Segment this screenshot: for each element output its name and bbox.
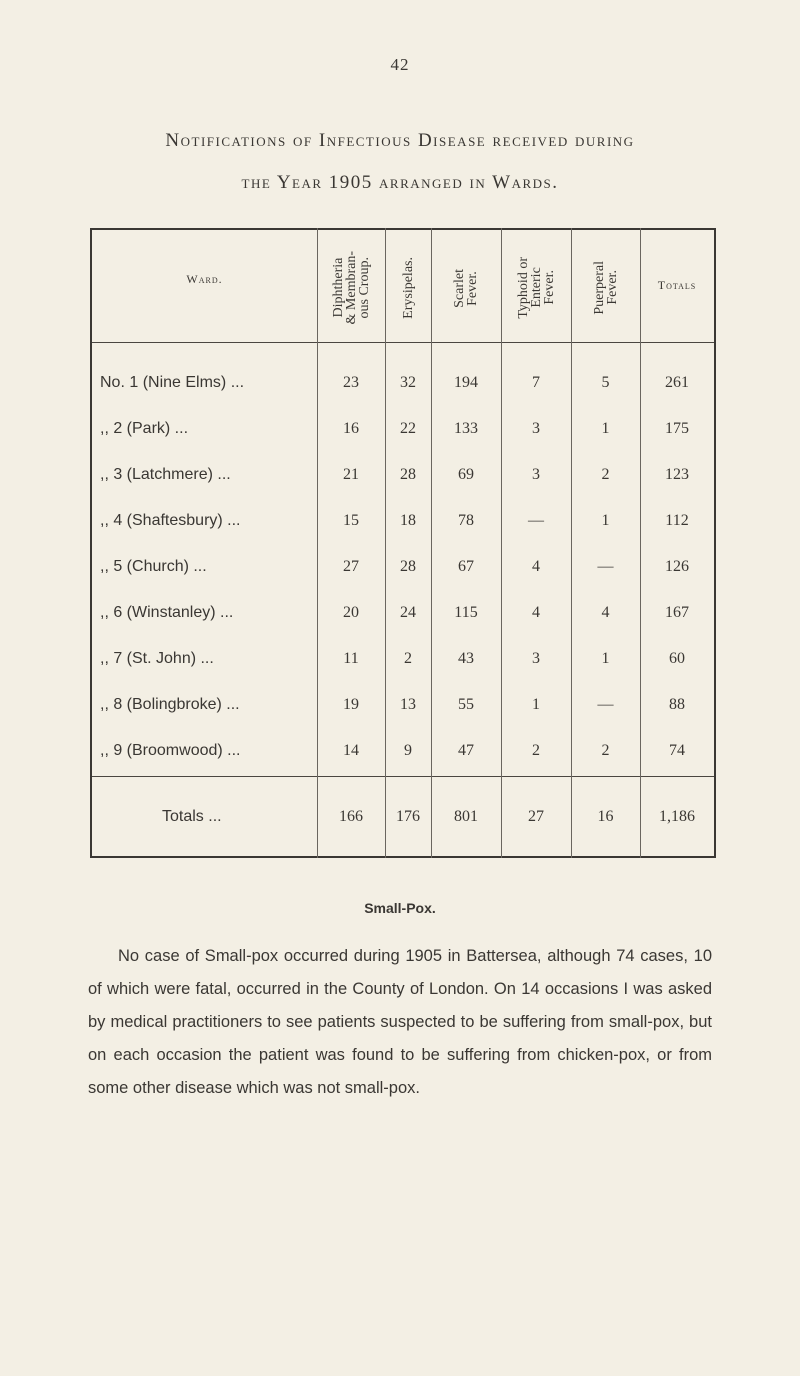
header-scarlet-fever [431, 238, 501, 338]
totals-rule [92, 776, 714, 777]
erysipelas-cell: 22 [400, 420, 416, 437]
section-heading: Small-Pox. [364, 900, 436, 916]
erysipelas-cell: 2 [404, 650, 412, 667]
ward-label: ,, 5 (Church) ... [100, 558, 207, 575]
table-row [92, 414, 714, 444]
typhoid-cell: 2 [532, 742, 540, 759]
scarlet-cell: 115 [454, 604, 478, 621]
typhoid-cell: 3 [532, 466, 540, 483]
body-paragraph: No case of Small-pox occurred during 1905 in Battersea, although 74 cases, 10 of which were fatal, occurred in the County of London. On 14 occasions I was asked by medical practitioners to see patients suspected to be suffering from small-pox, but on each occasion the patient was found to be suffering from chicken-pox, or from some other disease which was not small-pox. [88, 947, 712, 1097]
total-cell: 123 [665, 466, 689, 483]
ward-label: ,, 3 (Latchmere) ... [100, 466, 231, 483]
typhoid-cell: 3 [532, 420, 540, 437]
ward-label: ,, 8 (Bolingbroke) ... [100, 696, 240, 713]
typhoid-cell: 1 [532, 696, 540, 713]
diphtheria-cell: 21 [343, 466, 359, 483]
scarlet-cell: 47 [458, 742, 474, 759]
total-cell: 167 [665, 604, 689, 621]
erysipelas-cell: 28 [400, 466, 416, 483]
total-cell: 74 [669, 742, 685, 759]
erysipelas-cell: 32 [400, 374, 416, 391]
header-erysipelas-text: Erysipelas. [400, 257, 416, 319]
header-diphtheria-text: Diphtheria & Membran- ous Croup. [330, 251, 372, 325]
totals-row [92, 802, 714, 832]
ward-notifications-table [90, 228, 716, 858]
puerperal-cell: 4 [601, 604, 610, 621]
total-cell: 126 [665, 558, 689, 575]
diphtheria-total: 166 [339, 808, 363, 825]
total-cell: 175 [665, 420, 689, 437]
ward-label: ,, 6 (Winstanley) ... [100, 604, 234, 621]
scarlet-cell: 55 [458, 696, 474, 713]
ward-label: ,, 2 (Park) ... [100, 420, 189, 437]
scarlet-cell: 78 [458, 512, 474, 529]
puerperal-cell: 1 [601, 512, 610, 529]
ward-label: ,, 4 (Shaftesbury) ... [100, 512, 241, 529]
ward-label: No. 1 (Nine Elms) ... [100, 374, 245, 391]
erysipelas-total: 176 [396, 808, 420, 825]
table-row [92, 690, 714, 720]
diphtheria-cell: 11 [343, 650, 359, 667]
puerperal-cell: — [597, 558, 614, 575]
scarlet-cell: 133 [454, 420, 478, 437]
totals-label: Totals ... [162, 808, 222, 825]
diphtheria-cell: 27 [343, 558, 359, 575]
header-diphtheria [317, 238, 385, 338]
ward-label: ,, 9 (Broomwood) ... [100, 742, 241, 759]
erysipelas-cell: 9 [404, 742, 412, 759]
table-title-line-2: the Year 1905 arranged in Wards. [241, 172, 559, 193]
table-row [92, 552, 714, 582]
total-cell: 261 [665, 374, 689, 391]
erysipelas-cell: 18 [400, 512, 416, 529]
scarlet-cell: 69 [458, 466, 474, 483]
scarlet-total: 801 [454, 808, 478, 825]
header-rule [92, 342, 714, 343]
header-ward: Ward. [186, 272, 223, 286]
table-top-rule [92, 228, 714, 230]
ward-label: ,, 7 (St. John) ... [100, 650, 214, 667]
table-row [92, 736, 714, 766]
typhoid-cell: — [528, 512, 544, 529]
total-cell: 112 [665, 512, 689, 529]
total-cell: 60 [669, 650, 685, 667]
erysipelas-cell: 13 [400, 696, 416, 713]
typhoid-cell: 4 [532, 604, 540, 621]
scarlet-cell: 67 [458, 558, 474, 575]
diphtheria-cell: 20 [343, 604, 359, 621]
table-row [92, 460, 714, 490]
header-scarlet-fever-text: Scarlet Fever. [452, 268, 480, 308]
scarlet-cell: 43 [458, 650, 474, 667]
table-row [92, 506, 714, 536]
grand-total: 1,186 [659, 808, 695, 825]
table-row [92, 644, 714, 674]
diphtheria-cell: 19 [343, 696, 359, 713]
diphtheria-cell: 15 [343, 512, 359, 529]
header-puerperal-text: Puerperal Fever. [591, 261, 620, 315]
puerperal-cell: 5 [601, 374, 610, 391]
scarlet-cell: 194 [454, 374, 478, 391]
puerperal-cell: 2 [601, 466, 610, 483]
diphtheria-cell: 16 [343, 420, 359, 437]
puerperal-total: 16 [597, 808, 614, 825]
header-typhoid [501, 238, 571, 338]
typhoid-cell: 7 [532, 374, 540, 391]
total-cell: 88 [669, 696, 685, 713]
header-erysipelas [385, 238, 431, 338]
header-typhoid-text: Typhoid or Enteric Fever. [515, 257, 557, 319]
page-number: 42 [390, 55, 410, 74]
puerperal-cell: 2 [601, 742, 610, 759]
header-totals: Totals [657, 278, 697, 292]
diphtheria-cell: 14 [343, 742, 359, 759]
puerperal-cell: — [597, 696, 614, 713]
diphtheria-cell: 23 [343, 374, 359, 391]
erysipelas-cell: 24 [400, 604, 416, 621]
typhoid-cell: 4 [532, 558, 540, 575]
puerperal-cell: 1 [601, 420, 610, 437]
header-puerperal [571, 238, 640, 338]
typhoid-total: 27 [528, 808, 544, 825]
table-title-line-1: Notifications of Infectious Disease received during [165, 130, 635, 151]
table-row [92, 368, 714, 398]
table-row [92, 598, 714, 628]
typhoid-cell: 3 [532, 650, 540, 667]
table-bottom-rule [92, 856, 714, 858]
puerperal-cell: 1 [601, 650, 610, 667]
erysipelas-cell: 28 [400, 558, 416, 575]
